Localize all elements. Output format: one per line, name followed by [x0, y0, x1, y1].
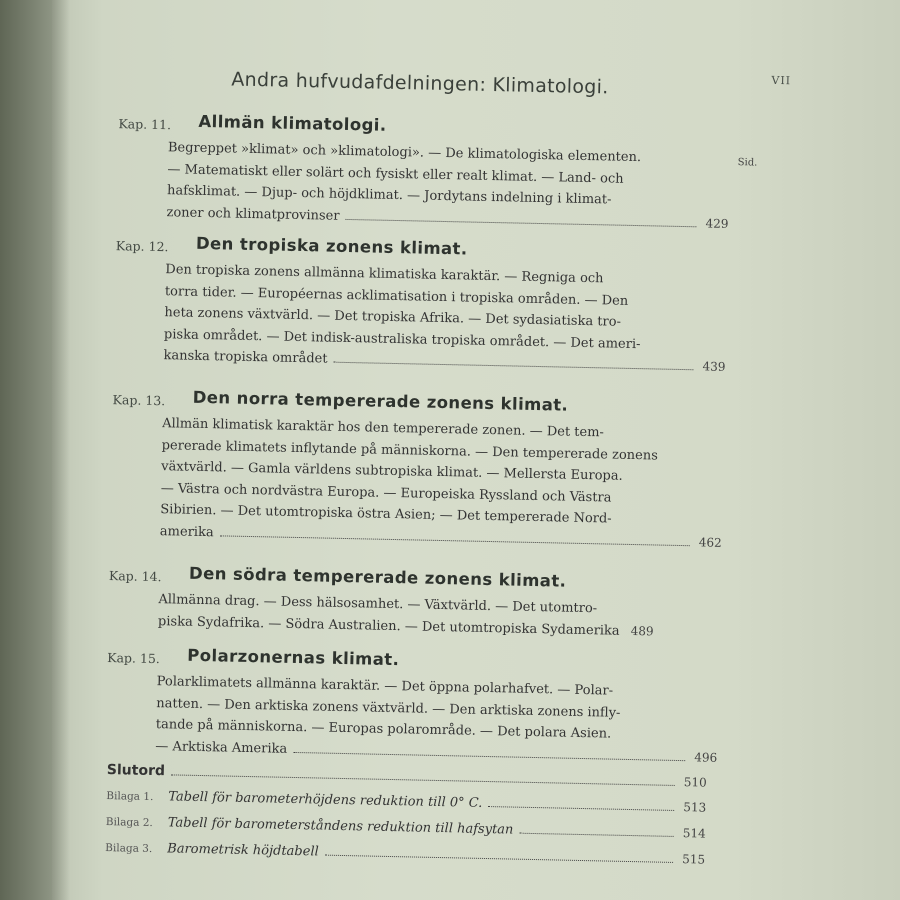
section-heading: Andra hufvudafdelningen: Klimatologi.	[231, 68, 609, 99]
summary-line: pererade klimatets inflytande på människorna. — Den tempererade zonens	[161, 437, 659, 464]
summary-line: Allmän klimatisk karaktär hos den tempererade zonen. — Det tem-	[161, 416, 605, 441]
summary-line: Sibirien. — Det utomtropiska östra Asien; — Det tempererade Nord-	[160, 502, 612, 527]
bilaga-title: Tabell för barometerhöjdens reduktion till 0° C.	[168, 789, 483, 811]
bilaga-label: Bilaga 1.	[106, 790, 154, 804]
summary-line: natten. — Den arktiska zonens växtvärld. — Den arktiska zonens infly-	[156, 695, 621, 721]
summary-line: — Västra och nordvästra Europa. — Europeiska Ryssland och Västra	[160, 480, 612, 506]
chapter-title: Den tropiska zonens klimat.	[195, 233, 468, 259]
dot-leader	[325, 855, 673, 863]
summary-line: Allmänna drag. — Dess hälsosamhet. — Växtvärld. — Det utomtro-	[158, 592, 598, 617]
chapter-number: Kap. 11.	[118, 116, 172, 133]
chapter-summary	[163, 259, 727, 378]
chapter-number: Kap. 14.	[108, 568, 162, 585]
slutord-label: Slutord	[106, 762, 166, 780]
dot-leader	[519, 833, 673, 837]
chapter-number: Kap. 15.	[107, 650, 161, 667]
bilaga-label: Bilaga 3.	[105, 842, 153, 856]
page-number: 514	[682, 826, 706, 841]
page-gutter-shadow	[52, 0, 70, 900]
page-number: 513	[683, 800, 707, 815]
dot-leader	[333, 362, 693, 371]
page-number: 496	[694, 749, 718, 765]
summary-line: tande på människorna. — Europas polarområde. — Det polara Asien.	[155, 717, 612, 742]
chapter-title: Polarzonernas klimat.	[187, 645, 400, 670]
sid-label: Sid.	[737, 157, 758, 169]
summary-line: Polarklimatets allmänna karaktär. — Det öppna polarhafvet. — Polar-	[156, 674, 614, 699]
summary-line: piska Sydafrika. — Södra Australien. — Det utomtropiska Sydamerika	[157, 613, 620, 639]
summary-line: Begreppet »klimat» och »klimatologi». — De klimatologiska elementen.	[167, 140, 642, 166]
bilaga-title: Tabell för barometerståndens reduktion till hafsytan	[167, 815, 514, 838]
bilaga-label: Bilaga 2.	[105, 816, 153, 830]
page-number: 462	[698, 534, 722, 550]
dot-leader	[488, 806, 674, 811]
bilaga-entry	[106, 788, 706, 816]
book-page	[52, 0, 900, 900]
chapter-summary	[160, 413, 725, 554]
bilaga-entry	[106, 814, 706, 842]
chapter-number: Kap. 12.	[115, 238, 169, 255]
summary-line: hafsklimat. — Djup- och höjdklimat. — Jordytans indelning i klimat-	[166, 183, 612, 208]
summary-line: Den tropiska zonens allmänna klimatiska karaktär. — Regniga och	[165, 262, 604, 287]
summary-line: kanska tropiska området	[163, 348, 328, 367]
bilaga-entry	[105, 840, 705, 868]
summary-line: växtvärld. — Gamla världens subtropiska klimat. — Mellersta Europa.	[161, 459, 623, 484]
summary-line: piska området. — Det indisk-australiska tropiska området. — Det ameri-	[163, 326, 641, 352]
chapter-11	[116, 110, 758, 235]
facing-page-edge	[0, 0, 52, 900]
page-number: 429	[705, 215, 729, 231]
chapter-13	[110, 386, 753, 554]
chapter-number: Kap. 13.	[112, 392, 166, 409]
chapter-summary	[166, 137, 730, 235]
bilaga-title: Barometrisk höjdtabell	[167, 841, 319, 860]
summary-line: amerika	[159, 523, 214, 540]
summary-line: zoner och klimatprovinser	[166, 204, 340, 224]
summary-line: torra tider. — Européernas acklimatisation i tropiska områden. — Den	[164, 283, 629, 309]
page-number: 439	[702, 359, 726, 374]
dot-leader	[293, 751, 685, 760]
dot-leader	[220, 535, 690, 546]
page-number: 515	[682, 852, 706, 867]
table-of-contents	[105, 48, 812, 867]
summary-line: — Arktiska Amerika	[155, 738, 288, 757]
chapter-title: Den norra tempererade zonens klimat.	[192, 387, 569, 415]
chapter-14	[108, 562, 749, 644]
page-number-roman: VII	[771, 73, 792, 88]
summary-line: — Matematiskt eller solärt och fysiskt eller realt klimat. — Land- och	[167, 161, 624, 187]
dot-leader	[171, 774, 675, 786]
page-number: 489	[630, 623, 654, 638]
chapter-12	[113, 232, 756, 379]
chapter-title: Allmän klimatologi.	[198, 111, 387, 135]
chapter-title: Den södra tempererade zonens klimat.	[188, 563, 567, 591]
chapter-summary	[155, 671, 719, 769]
chapter-15	[105, 644, 747, 769]
dot-leader	[345, 218, 696, 226]
page-number: 510	[683, 775, 707, 790]
summary-line: heta zonens växtvärld. — Det tropiska Afrika. — Det sydasiatiska tro-	[164, 305, 622, 330]
